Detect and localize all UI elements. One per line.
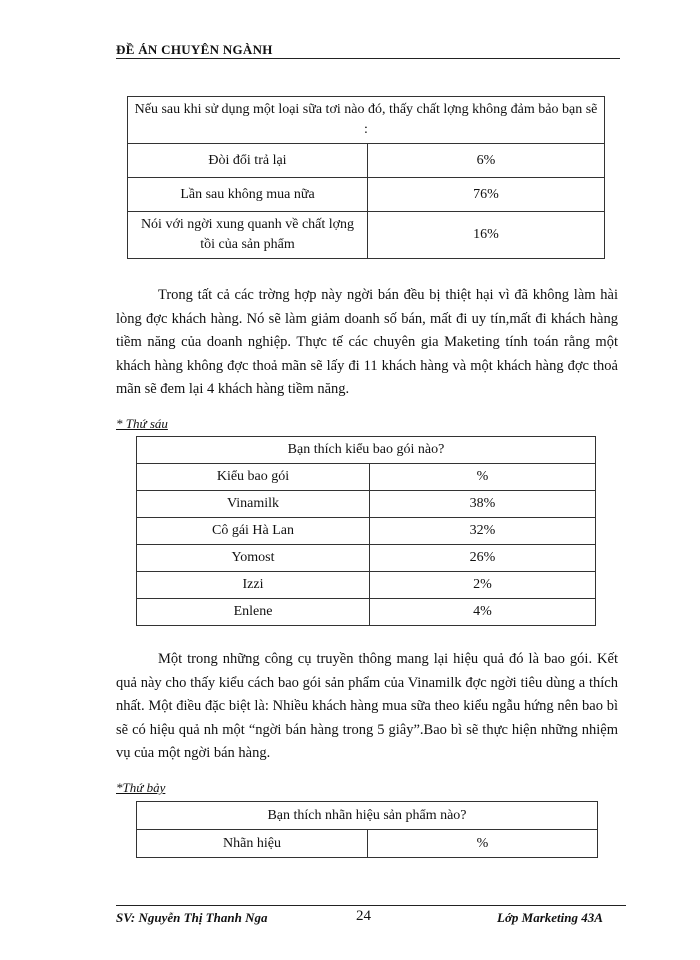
table-row <box>137 491 596 518</box>
section-label-seventh: *Thứ bảy <box>116 780 166 795</box>
table-cell-value: 4% <box>370 599 596 626</box>
table-cell-label: Cô gái Hà Lan <box>137 518 370 545</box>
table-cell-label: Vinamilk <box>137 491 370 518</box>
table-question: Nếu sau khi sử dụng một loại sữa tơi nào đó, thấy chất lợng không đảm bảo bạn sẽ : <box>128 97 605 144</box>
table-row <box>137 545 596 572</box>
survey-table-brand <box>136 801 598 858</box>
table-cell-value: 26% <box>370 545 596 572</box>
table-cell-label: Yomost <box>137 545 370 572</box>
table-header-row <box>137 464 596 491</box>
header-rule <box>116 58 620 59</box>
column-header-value: % <box>368 830 598 858</box>
column-header-value: % <box>370 464 596 491</box>
footer-author: SV: Nguyễn Thị Thanh Nga <box>116 910 268 925</box>
table-row <box>137 599 596 626</box>
table-row <box>137 572 596 599</box>
table-cell-value: 2% <box>370 572 596 599</box>
table-cell-value: 76% <box>368 178 605 212</box>
page-number: 24 <box>356 908 371 924</box>
column-header-label: Kiểu bao gói <box>137 464 370 491</box>
table-cell-value: 32% <box>370 518 596 545</box>
table-cell-value: 16% <box>368 212 605 259</box>
table-row <box>128 144 605 178</box>
table-row <box>128 212 605 259</box>
table-row <box>128 178 605 212</box>
footer-class: Lớp Marketing 43A <box>497 910 603 925</box>
table-row <box>137 518 596 545</box>
table-question: Bạn thích nhãn hiệu sản phẩm nào? <box>137 802 598 830</box>
table-cell-label: Enlene <box>137 599 370 626</box>
body-paragraph: Một trong những công cụ truyền thông mang lại hiệu quả đó là bao gói. Kết quả này cho thấy kiểu cách bao gói sản phẩm của Vinamilk đợc ngời tiêu dùng a thích nhất. Một điều đặc biệt là: Nhiều khách hàng mua sữa theo kiểu ngẫu hứng nên bao bì sẽ có hiệu quả nh một “ngời bán hàng trong 5 giây”.Bao bì sẽ thực hiện những nhiệm vụ của một ngời bán hàng. <box>116 651 618 761</box>
footer-rule <box>116 905 626 906</box>
table-cell-label: Lần sau không mua nữa <box>128 178 368 212</box>
table-cell-value: 6% <box>368 144 605 178</box>
table-question: Bạn thích kiểu bao gói nào? <box>137 437 596 464</box>
survey-table-packaging <box>136 436 596 626</box>
body-paragraph: Trong tất cả các trờng hợp này ngời bán đều bị thiệt hại vì đã không làm hài lòng đợc khách hàng. Nó sẽ làm giảm doanh số bán, mất đi uy tín,mất đi khách hàng tiềm năng của doanh nghiệp. Thực tế các chuyên gia Maketing tính toán rằng một khách hàng không đợc thoả mãn sẽ lấy đi 11 khách hàng và một khách hàng đợc thoả mãn sẽ đem lại 4 khách hàng tiềm năng. <box>116 287 618 397</box>
table-header-row <box>137 830 598 858</box>
column-header-label: Nhãn hiệu <box>137 830 368 858</box>
page-header-title: ĐỀ ÁN CHUYÊN NGÀNH <box>116 42 273 57</box>
table-cell-label: Nói với ngời xung quanh về chất lợng tồi của sản phẩm <box>128 212 368 259</box>
survey-table-quality <box>127 96 605 259</box>
section-label-sixth: * Thứ sáu <box>116 416 168 431</box>
table-cell-value: 38% <box>370 491 596 518</box>
table-cell-label: Izzi <box>137 572 370 599</box>
table-cell-label: Đòi đổi trả lại <box>128 144 368 178</box>
